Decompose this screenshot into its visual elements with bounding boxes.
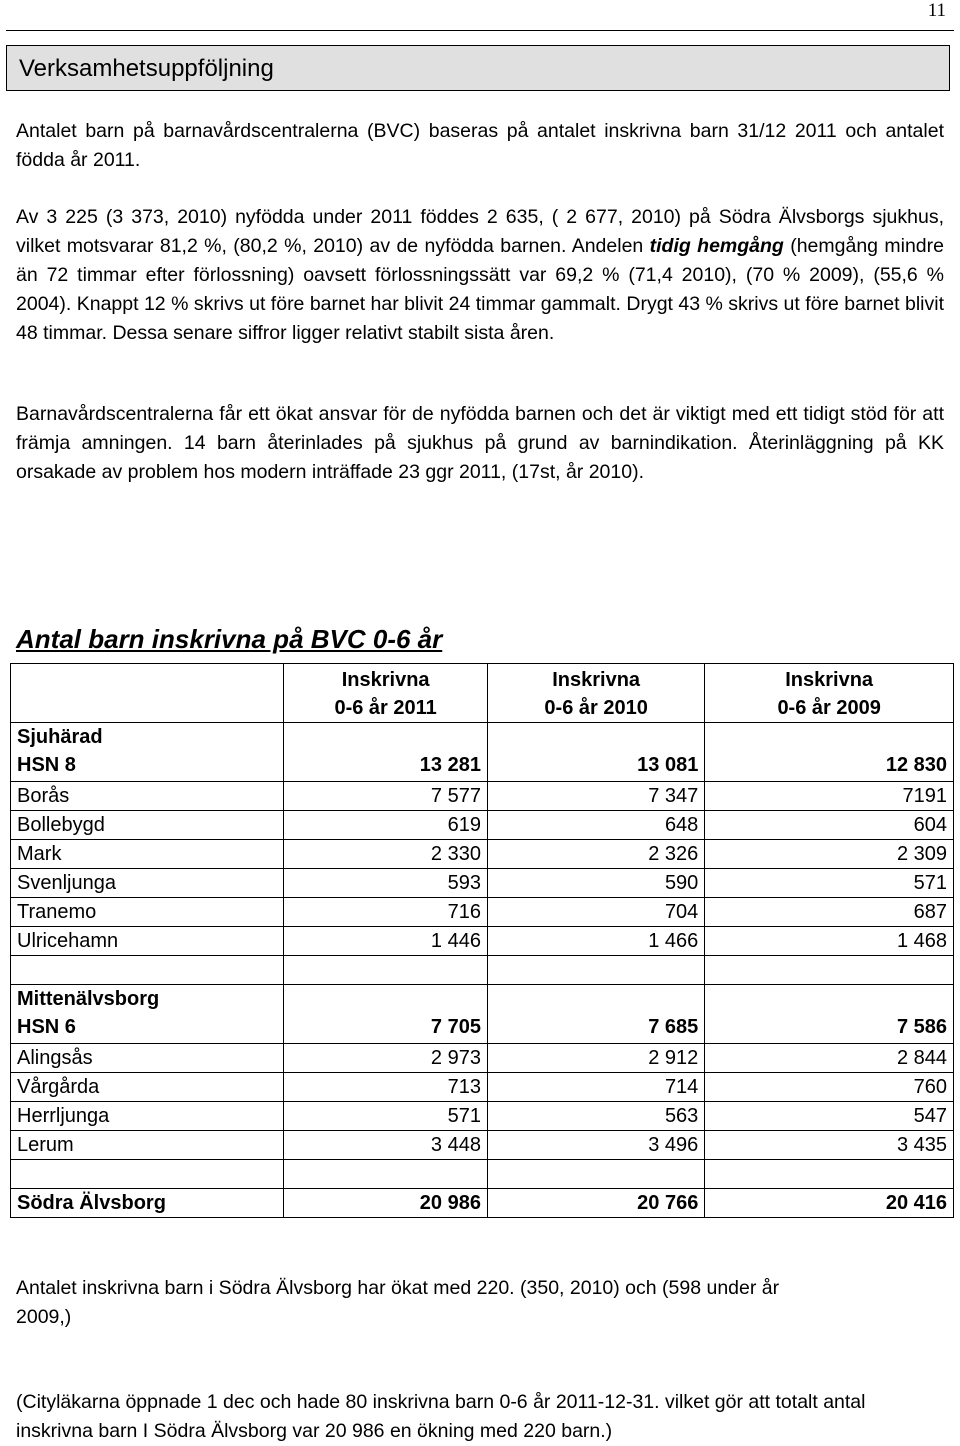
- table-spacer-row: [11, 956, 954, 985]
- table-cell-empty: [11, 1160, 284, 1189]
- municipality-name: Bollebygd: [11, 811, 284, 840]
- table-cell: 20 416: [705, 1189, 954, 1218]
- table-cell: 2 326: [487, 840, 704, 869]
- table-cell: 571: [284, 1102, 488, 1131]
- table-cell: 7 347: [487, 782, 704, 811]
- table-spacer-row: [11, 1160, 954, 1189]
- table-cell-empty: [705, 956, 954, 985]
- table-cell: 3 448: [284, 1131, 488, 1160]
- page-number: 11: [927, 0, 946, 21]
- municipality-name: Lerum: [11, 1131, 284, 1160]
- table-row: [11, 1044, 954, 1073]
- table-row: [11, 782, 954, 811]
- table-cell: 547: [705, 1102, 954, 1131]
- municipality-name: Vårgårda: [11, 1073, 284, 1102]
- table-cell: 648: [487, 811, 704, 840]
- table-cell: 760: [705, 1073, 954, 1102]
- municipality-name: Mark: [11, 840, 284, 869]
- table-cell: 2 330: [284, 840, 488, 869]
- table-row: [11, 869, 954, 898]
- table-row: [11, 1102, 954, 1131]
- group-name: Sjuhärad HSN 8: [11, 723, 284, 782]
- emphasis-tidig-hemgang: tidig hemgång: [649, 235, 784, 257]
- paragraph-citylakarna: (Cityläkarna öppnade 1 dec och hade 80 inskrivna barn 0-6 år 2011-12-31. vilket gör att totalt antal inskrivna barn I Södra Älvsborg var 20 986 en ökning med 220 barn.): [16, 1391, 866, 1442]
- total-name: Södra Älvsborg: [11, 1189, 284, 1218]
- table-cell: 2 844: [705, 1044, 954, 1073]
- table-row: [11, 927, 954, 956]
- table-cell: 3 435: [705, 1131, 954, 1160]
- header-2011-label: Inskrivna 0-6 år 2011: [334, 669, 437, 719]
- table-cell: 13 281: [284, 723, 488, 782]
- municipality-name: Herrljunga: [11, 1102, 284, 1131]
- table-cell: 7 685: [487, 985, 704, 1044]
- table-cell: 590: [487, 869, 704, 898]
- table-cell: 713: [284, 1073, 488, 1102]
- group-row-mittenalvsborg: [11, 985, 954, 1044]
- table-cell: 604: [705, 811, 954, 840]
- table-cell: 7 705: [284, 985, 488, 1044]
- table-cell: 12 830: [705, 723, 954, 782]
- header-2009-label: Inskrivna 0-6 år 2009: [777, 669, 881, 719]
- table-cell-empty: [284, 956, 488, 985]
- header-2011: [284, 664, 488, 723]
- table-cell: 1 446: [284, 927, 488, 956]
- table-cell: 7 586: [705, 985, 954, 1044]
- group-name: Mittenälvsborg HSN 6: [11, 985, 284, 1044]
- section-heading-box: [6, 45, 950, 91]
- table-cell: 619: [284, 811, 488, 840]
- table-cell: 7191: [705, 782, 954, 811]
- municipality-name: Svenljunga: [11, 869, 284, 898]
- table-cell: 1 466: [487, 927, 704, 956]
- table-cell: 2 973: [284, 1044, 488, 1073]
- table-cell: 2 309: [705, 840, 954, 869]
- bvc-enrollment-table: [10, 663, 954, 1218]
- table-cell: 716: [284, 898, 488, 927]
- header-2009: [705, 664, 954, 723]
- total-row: [11, 1189, 954, 1218]
- table-cell: 2 912: [487, 1044, 704, 1073]
- table-cell: 3 496: [487, 1131, 704, 1160]
- paragraph-bvc-responsibility: Barnavårdscentralerna får ett ökat ansvar för de nyfödda barnen och det är viktigt med ett tidigt stöd för att främja amningen. 14 barn återinlades på sjukhus på grund av barnindikation. Återinläggning på KK orsakade av problem hos modern inträffade 23 ggr 2011, (17st, år 2010).: [16, 403, 944, 483]
- group-row-sjuharad: [11, 723, 954, 782]
- section-title: Verksamhetsuppföljning: [19, 55, 274, 82]
- municipality-name: Borås: [11, 782, 284, 811]
- header-cell-empty: [11, 664, 284, 723]
- table-cell: 20 986: [284, 1189, 488, 1218]
- table-title: Antal barn inskrivna på BVC 0-6 år: [16, 624, 443, 654]
- paragraph-increase: Antalet inskrivna barn i Södra Älvsborg har ökat med 220. (350, 2010) och (598 under år 2009,): [16, 1277, 780, 1328]
- table-cell: 1 468: [705, 927, 954, 956]
- table-cell: 593: [284, 869, 488, 898]
- table-cell-empty: [705, 1160, 954, 1189]
- municipality-name: Tranemo: [11, 898, 284, 927]
- table-cell: 571: [705, 869, 954, 898]
- header-2010: [487, 664, 704, 723]
- table-row: [11, 898, 954, 927]
- table-row: [11, 811, 954, 840]
- municipality-name: Alingsås: [11, 1044, 284, 1073]
- table-cell-empty: [11, 956, 284, 985]
- table-cell: 20 766: [487, 1189, 704, 1218]
- table-cell: 13 081: [487, 723, 704, 782]
- table-cell: 704: [487, 898, 704, 927]
- table-row: [11, 1131, 954, 1160]
- table-cell: 687: [705, 898, 954, 927]
- table-cell: 563: [487, 1102, 704, 1131]
- table-row: [11, 840, 954, 869]
- header-2010-label: Inskrivna 0-6 år 2010: [544, 669, 648, 719]
- paragraph-newborns: Av 3 225 (3 373, 2010) nyfödda under 2011 föddes 2 635, ( 2 677, 2010) på Södra Älvsborgs sjukhus, vilket motsvarar 81,2 %, (80,2 %, 2010) av de nyfödda barnen. Andelen tidig hemgång (hemgång mindre än 72 timmar efter förlossning) oavsett förlossningssätt var 69,2 % (71,4 2010), (70 % 2009), (55,6 % 2004). Knappt 12 % skrivs ut före barnet har blivit 24 timmar gammalt. Drygt 43 % skrivs ut före barnet blivit 48 timmar. Dessa senare siffror ligger relativt stabilt sista åren.: [16, 206, 944, 344]
- paragraph-intro: Antalet barn på barnavårdscentralerna (BVC) baseras på antalet inskrivna barn 31/12 2011 och antalet födda år 2011.: [16, 120, 944, 171]
- header-rule: [6, 30, 954, 31]
- table-header-row: [11, 664, 954, 723]
- municipality-name: Ulricehamn: [11, 927, 284, 956]
- table-cell: 714: [487, 1073, 704, 1102]
- table-cell-empty: [487, 956, 704, 985]
- table-cell-empty: [284, 1160, 488, 1189]
- table-row: [11, 1073, 954, 1102]
- table-cell: 7 577: [284, 782, 488, 811]
- table-cell-empty: [487, 1160, 704, 1189]
